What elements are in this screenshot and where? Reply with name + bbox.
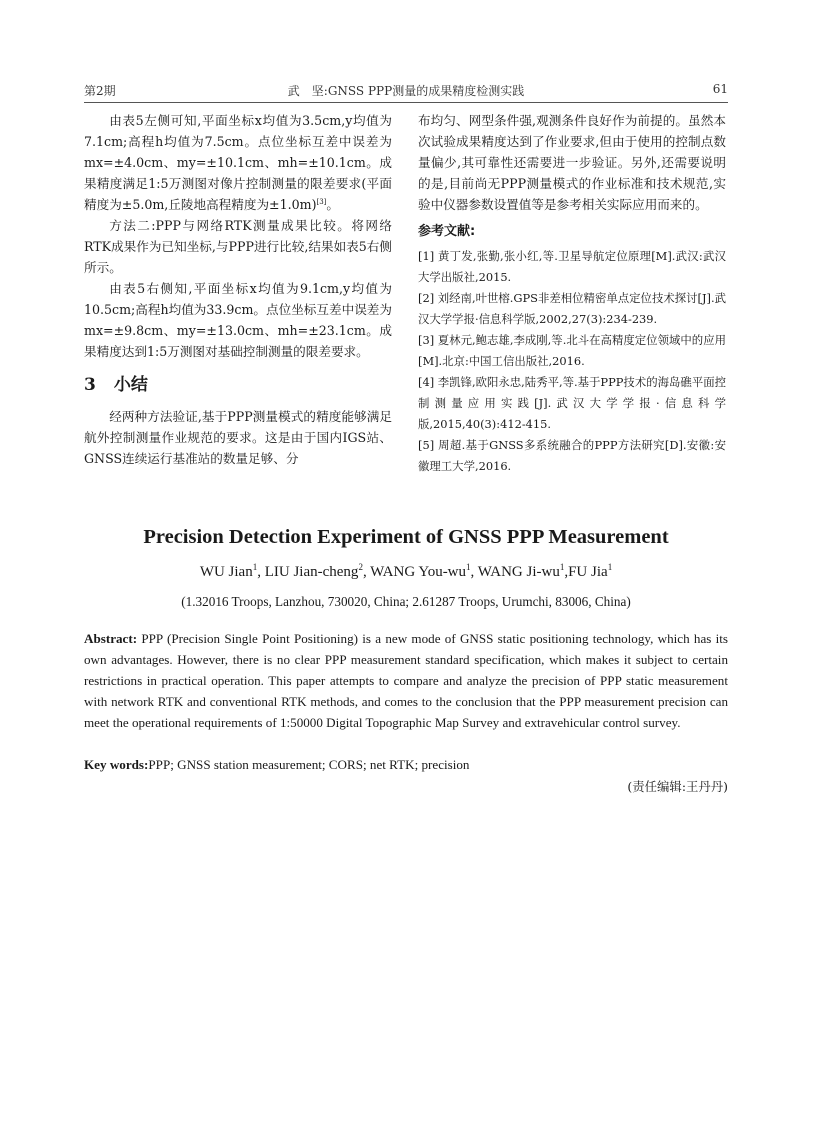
english-affiliation: (1.32016 Troops, Lanzhou, 730020, China; 2.61287 Troops, Urumchi, 83006, China)	[181, 594, 631, 609]
paragraph-summary: 经两种方法验证,基于PPP测量模式的精度能够满足航外控制测量作业规范的要求。这是由于国内IGS站、GNSS连续运行基准站的数量足够、分	[84, 409, 392, 466]
author-name: WANG Ji-wu	[477, 564, 560, 580]
abstract-label: Abstract:	[84, 631, 138, 646]
running-header	[84, 82, 728, 102]
page-number: 61	[712, 82, 728, 96]
english-abstract	[84, 628, 728, 733]
right-column	[418, 110, 726, 477]
author-name: FU Jia	[568, 564, 608, 580]
references-title: 参考文献:	[418, 224, 476, 239]
reference-item: [4] 李凯锋,欧阳永忠,陆秀平,等.基于PPP技术的海岛礁平面控制测量应用实践[J].武汉大学学报·信息科学版,2015,40(3):412-415.	[418, 375, 726, 431]
section-number: 3	[84, 375, 96, 395]
keywords-label: Key words:	[84, 757, 149, 772]
editor-note: (责任编辑:王丹丹)	[627, 779, 728, 794]
paragraph-summary-continued: 布均匀、网型条件强,观测条件良好作为前提的。虽然本次试验成果精度达到了作业要求,但由于使用的控制点数量偏少,其可靠性还需要进一步验证。另外,还需要说明的是,目前尚无PPP测量模式的作业标准和技术规范,实验中仪器参数设置值等是参考相关实际应用而来的。	[418, 113, 726, 212]
section-title: 小结	[113, 375, 148, 395]
abstract-text: PPP (Precision Single Point Positioning) is a new mode of GNSS static positioning technology, which has its own advantages. However, there is no clear PPP measurement standard specification, which makes it subject to certain restrictions in practical operation. This paper attempts to compare and analyze the precision of PPP static measurement with network RTK and conventional RTK methods, and comes to the conclusion that the PPP measurement precision can meet the operational requirements of 1:50000 Digital Topographic Map Survey and extravehicular control survey.	[84, 631, 728, 730]
keywords-text: PPP; GNSS station measurement; CORS; net RTK; precision	[148, 757, 470, 772]
citation-3: [3]	[316, 197, 327, 206]
running-title: 武 坚:GNSS PPP测量的成果精度检测实践	[287, 84, 525, 98]
reference-item: [3] 夏林元,鲍志雄,李成刚,等.北斗在高精度定位领域中的应用[M].北京:中国工信出版社,2016.	[418, 333, 726, 368]
author-name: WU Jian	[199, 564, 253, 580]
left-column	[84, 110, 392, 469]
reference-item: [1] 黄丁发,张勤,张小红,等.卫星导航定位原理[M].武汉:武汉大学出版社,2015.	[418, 249, 726, 284]
section-heading	[84, 372, 392, 398]
english-keywords	[84, 754, 728, 775]
reference-item: [5] 周超.基于GNSS多系统融合的PPP方法研究[D].安徽:安徽理工大学,2016.	[418, 438, 726, 473]
author-name: WANG You-wu	[370, 564, 467, 580]
issue-label: 第2期	[84, 84, 116, 98]
english-authors: WU Jian$^1$, LIU Jian-cheng$^2$, WANG You-$wu^1$, WANG $Ji-wu^1,FU$ Jia$^1$	[199, 562, 613, 580]
paragraph-method-two: 方法二:PPP与网络RTK测量成果比较。将网络RTK成果作为已知坐标,与PPP进行比较,结果如表5右侧所示。	[84, 218, 392, 275]
author-name: LIU Jian-cheng	[264, 564, 359, 580]
english-title: Precision Detection Experiment of GNSS PPP Measurement	[143, 526, 669, 548]
reference-item: [2] 刘经南,叶世榕.GPS非差相位精密单点定位技术探讨[J].武汉大学学报·信息科学版,2002,27(3):234-239.	[418, 291, 726, 326]
header-divider	[84, 102, 728, 103]
paragraph-method-one-result: 由表5左侧可知,平面坐标x均值为3.5cm,y均值为7.1cm;高程h均值为7.5cm。点位坐标互差中误差为mx=±4.0cm、my=±10.1cm、mh=±10.1cm。成果精度满足1:5万测图对像片控制测量的限差要求(平面精度为±5.0m,丘陵地高程精度为±1.0m)[3]。	[84, 113, 392, 212]
paragraph-method-two-result: 由表5右侧知,平面坐标x均值为9.1cm,y均值为10.5cm;高程h均值为33.9cm。点位坐标互差中误差为mx=±9.8cm、my=±13.0cm、mh=±23.1cm。成果精度达到1:5万测图对基础控制测量的限差要求。	[84, 281, 392, 359]
